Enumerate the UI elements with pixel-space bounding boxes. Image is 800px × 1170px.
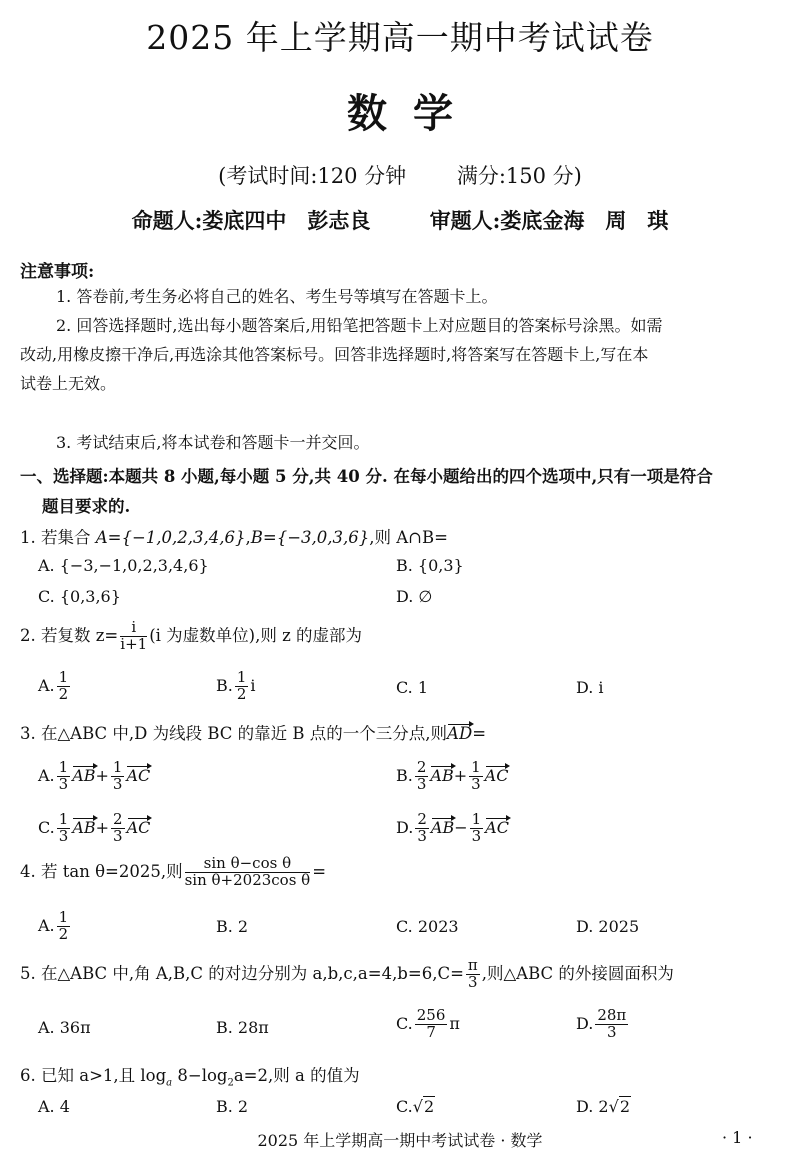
q1-set-b: B={−3,0,3,6} <box>250 528 370 547</box>
q3-c-label: C. <box>38 817 55 837</box>
question-6 <box>20 1062 360 1088</box>
q5-d-fraction <box>595 1008 628 1041</box>
q5-num: π <box>467 956 478 974</box>
q3-d-den2: 3 <box>471 826 482 845</box>
note-item: 2. 回答选择题时,选出每小题答案后,用铅笔把答题卡上对应题目的答案标号涂黑。如需 <box>56 316 663 335</box>
q2-b-num: 1 <box>236 668 247 686</box>
note-item: 试卷上无效。 <box>20 374 117 393</box>
q3-b-den2: 3 <box>471 774 481 793</box>
page-footer: 2025 年上学期高一期中考试试卷 · 数学 <box>257 1131 543 1150</box>
q3-a-op: + <box>95 765 109 785</box>
subject-title: 数学 <box>347 90 479 137</box>
exam-score: 满分:150 分) <box>456 164 582 188</box>
q5-c-suffix: π <box>449 1013 460 1033</box>
q3-b-num2: 1 <box>471 758 481 776</box>
q2-text: 2. 若复数 z= <box>20 625 119 645</box>
q5-den: 3 <box>468 972 478 991</box>
q3-option-b <box>396 760 508 793</box>
q3-c-frac1 <box>57 812 71 845</box>
q6-text-2: 8−log <box>172 1066 228 1085</box>
q6-c-label: C. <box>396 1097 413 1116</box>
q6-text-3: a=2,则 a 的值为 <box>233 1066 360 1085</box>
q4-eq: = <box>312 861 327 881</box>
q5-option-c <box>396 1008 460 1041</box>
vector-ab: AB <box>72 817 96 837</box>
q2-den: i+1 <box>120 634 148 653</box>
q3-option-c <box>38 812 150 845</box>
sqrt-icon: √ <box>412 1097 423 1116</box>
vector-ab: AB <box>430 765 454 785</box>
q6-option-c <box>396 1097 435 1116</box>
authors-line <box>0 205 800 235</box>
vector-ac: AC <box>485 817 509 837</box>
exam-title: 2025 年上学期高一期中考试试卷 <box>146 18 654 57</box>
q3-b-label: B. <box>396 765 413 785</box>
q3-c-op: + <box>95 817 110 837</box>
q2-b-den: 2 <box>236 684 247 703</box>
q3-b-frac1 <box>415 760 429 793</box>
q3-c-num2: 2 <box>113 810 123 828</box>
q4-a-label: A. <box>38 915 55 935</box>
q2-b-suffix: i <box>250 675 256 695</box>
q1-option-a: A. {−3,−1,0,2,3,4,6} <box>38 556 209 575</box>
q4-option-d: D. 2025 <box>576 917 640 936</box>
q6-sub-a: a <box>166 1077 173 1089</box>
q2-a-den: 2 <box>58 684 69 703</box>
vector-ab: AB <box>72 765 96 785</box>
question-reviewer: 审题人:娄底金海 周 琪 <box>429 208 669 233</box>
q3-d-frac2 <box>470 812 484 845</box>
q4-option-b: B. 2 <box>216 917 249 936</box>
q3-a-frac2 <box>111 760 125 793</box>
q3-a-label: A. <box>38 765 55 785</box>
notes-title: 注意事项: <box>20 262 95 282</box>
q5-d-den: 3 <box>607 1022 617 1041</box>
q3-a-num1: 1 <box>58 758 69 776</box>
q3-d-label: D. <box>396 817 414 837</box>
q5-option-b: B. 28π <box>216 1018 269 1037</box>
question-5 <box>20 958 674 991</box>
q4-fraction <box>185 856 311 889</box>
exam-info <box>0 160 800 190</box>
q3-eq: = <box>472 724 487 743</box>
q2-option-a <box>38 670 72 703</box>
vector-ac: AC <box>126 765 151 785</box>
q3-d-op: − <box>454 817 468 837</box>
note-item: 1. 答卷前,考生务必将自己的姓名、考生号等填写在答题卡上。 <box>56 287 498 306</box>
q5-c-label: C. <box>396 1013 413 1033</box>
q6-text: 6. 已知 a>1,且 log <box>20 1066 167 1085</box>
vector-ab: AB <box>430 817 455 837</box>
sqrt-icon: √ <box>608 1097 619 1116</box>
q3-c-num1: 1 <box>58 810 69 828</box>
vector-ac: AC <box>484 765 509 785</box>
exam-time: (考试时间:120 分钟 <box>218 164 407 188</box>
q3-b-num1: 2 <box>416 758 427 776</box>
q4-a-num: 1 <box>58 908 69 926</box>
q5-text: 5. 在△ABC 中,角 A,B,C 的对边分别为 a,b,c,a=4,b=6,C= <box>20 963 464 983</box>
q3-a-frac1 <box>57 760 71 793</box>
q3-option-a <box>38 760 150 793</box>
q3-b-frac2 <box>469 760 483 793</box>
q3-b-den1: 3 <box>416 774 427 793</box>
q6-option-a: A. 4 <box>38 1097 70 1116</box>
q4-den: sin θ+2023cos θ <box>184 870 311 889</box>
question-3 <box>20 720 486 744</box>
q6-d-radicand: 2 <box>619 1097 630 1116</box>
page-number: · 1 · <box>722 1128 753 1147</box>
q3-d-num2: 1 <box>471 810 482 828</box>
q5-option-d <box>576 1008 630 1041</box>
q3-a-den1: 3 <box>58 774 69 793</box>
q5-d-num: 28π <box>597 1006 627 1024</box>
q2-option-c: C. 1 <box>396 678 429 697</box>
q6-c-radicand: 2 <box>423 1097 435 1116</box>
section-heading-cont: 题目要求的. <box>42 497 131 516</box>
section-heading: 一、选择题:本题共 8 小题,每小题 5 分,共 40 分. 在每小题给出的四个选项中,只有一项是符合 <box>20 467 713 486</box>
q3-text: 3. 在△ABC 中,D 为线段 BC 的靠近 B 点的一个三分点,则 <box>20 724 448 743</box>
q5-option-a: A. 36π <box>38 1018 91 1037</box>
q2-text-end: (i 为虚数单位),则 z 的虚部为 <box>149 625 363 645</box>
q1-option-d: D. ∅ <box>396 587 433 606</box>
q3-c-den2: 3 <box>113 826 123 845</box>
q4-option-c: C. 2023 <box>396 917 459 936</box>
q2-option-b <box>216 670 256 703</box>
question-4 <box>20 856 326 889</box>
q2-a-fraction <box>57 670 71 703</box>
q2-a-num: 1 <box>58 668 69 686</box>
q1-set-a: A={−1,0,2,3,4,6} <box>95 528 246 547</box>
q4-text: 4. 若 tan θ=2025,则 <box>20 861 183 881</box>
q2-b-label: B. <box>216 675 233 695</box>
q6-d-label: D. 2 <box>576 1097 609 1116</box>
q1-option-c: C. {0,3,6} <box>38 587 121 606</box>
q1-text-end: ,则 A∩B= <box>369 528 448 547</box>
q2-b-fraction <box>235 670 249 703</box>
note-item: 改动,用橡皮擦干净后,再选涂其他答案标号。回答非选择题时,将答案写在答题卡上,写在本 <box>20 345 649 364</box>
q5-text-end: ,则△ABC 的外接圆面积为 <box>481 963 674 983</box>
q5-fraction <box>466 958 480 991</box>
q2-num: i <box>120 620 147 637</box>
q2-a-label: A. <box>38 675 55 695</box>
note-item: 3. 考试结束后,将本试卷和答题卡一并交回。 <box>56 433 370 452</box>
q5-c-num: 256 <box>416 1006 446 1024</box>
question-setter: 命题人:娄底四中 彭志良 <box>131 208 371 233</box>
q3-c-frac2 <box>111 812 125 845</box>
q4-a-fraction <box>57 910 71 943</box>
q5-c-den: 7 <box>426 1022 436 1041</box>
q3-a-num2: 1 <box>112 758 123 776</box>
q5-c-fraction <box>415 1008 448 1041</box>
question-2 <box>20 620 362 653</box>
q3-d-num1: 2 <box>417 810 427 828</box>
q3-option-d <box>396 812 509 845</box>
q3-c-den1: 3 <box>58 826 69 845</box>
q3-d-frac1 <box>415 812 429 845</box>
q4-option-a <box>38 910 72 943</box>
vector-ac: AC <box>126 817 151 837</box>
q3-a-den2: 3 <box>112 774 123 793</box>
q6-option-d <box>576 1097 631 1116</box>
q4-num: sin θ−cos θ <box>185 856 311 873</box>
q6-option-b: B. 2 <box>216 1097 249 1116</box>
q1-text: 1. 若集合 <box>20 528 96 547</box>
q1-comma: , <box>245 528 251 547</box>
q5-d-label: D. <box>576 1013 594 1033</box>
vector-ad: AD <box>447 724 473 743</box>
q3-b-op: + <box>453 765 468 785</box>
q1-option-b: B. {0,3} <box>396 556 464 575</box>
q6-sub-2: 2 <box>227 1077 234 1089</box>
question-1 <box>20 524 448 548</box>
q4-a-den: 2 <box>58 924 69 943</box>
q2-option-d: D. i <box>576 678 604 697</box>
q3-d-den1: 3 <box>417 826 427 845</box>
q2-fraction <box>120 620 147 653</box>
